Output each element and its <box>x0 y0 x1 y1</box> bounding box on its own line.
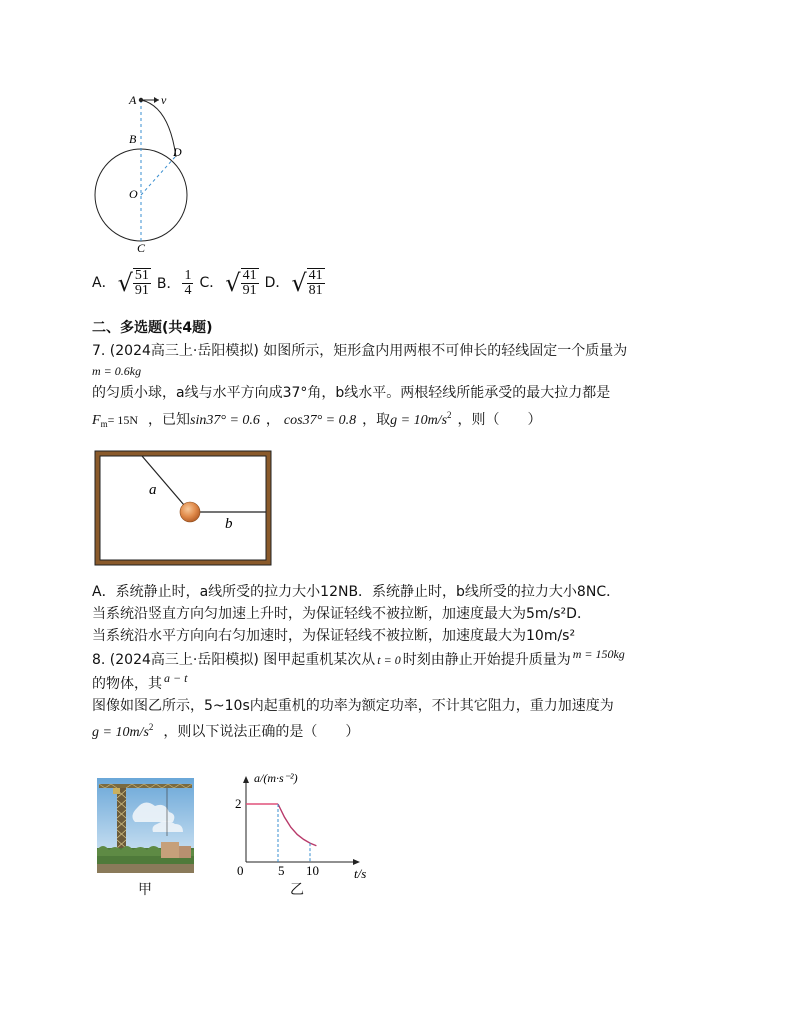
q8-t0: t = 0 <box>377 653 401 667</box>
q8-line1-mid: 时刻由静止开始提升质量为 <box>402 652 571 668</box>
q7-tail: ，则（ ） <box>457 412 542 428</box>
q7-given: ，已知 <box>148 412 191 428</box>
option-a-sqrt <box>118 268 151 298</box>
q8-line2-pre: 的物体，其 <box>92 676 162 692</box>
photo-building-2 <box>179 846 191 858</box>
section-title: 二、多选题(共4题) <box>92 320 213 336</box>
at-chart <box>226 770 376 882</box>
y-axis-arrow <box>243 776 249 783</box>
q8-line4 <box>92 722 359 743</box>
graph-caption: 乙 <box>290 882 304 898</box>
option-c-label: C． <box>199 275 224 291</box>
option-c-denominator: 91 <box>242 283 257 298</box>
label-d: D <box>173 145 182 159</box>
velocity-arrowhead <box>154 97 159 103</box>
option-a-label: A． <box>92 275 116 291</box>
q8-line3: 图像如图乙所示，5~10s内起重机的功率为额定功率，不计其它阻力，重力加速度为 <box>92 698 614 714</box>
x-tick-5: 5 <box>278 863 285 878</box>
q7-g: g = 10m/s <box>390 413 448 428</box>
q8-tail: ，则以下说法正确的是（ ） <box>163 724 360 740</box>
option-b-fraction <box>182 269 193 298</box>
q6-options <box>92 268 331 298</box>
option-c-numerator: 41 <box>242 268 257 283</box>
q7-cos: cos37° = 0.8 <box>283 413 357 428</box>
q7-fm-val: = 15N <box>107 413 139 427</box>
option-b-label: B． <box>156 275 181 292</box>
option-b-numerator: 1 <box>184 268 192 283</box>
label-c: C <box>137 241 146 255</box>
option-d-numerator: 41 <box>308 268 323 283</box>
radical-sign: √ <box>117 269 133 297</box>
radical-sign: √ <box>291 269 307 297</box>
q8-line1-pre: 8. (2024高三上·岳阳模拟) 图甲起重机某次从 <box>92 652 376 668</box>
q7-sin: sin37° = 0.6 <box>190 413 260 428</box>
string-b-label: b <box>225 516 233 532</box>
q7-sep1: ， <box>265 412 280 428</box>
option-d-label: D． <box>264 275 290 291</box>
q7-fm-sub: m <box>100 419 108 429</box>
crane-jib <box>99 784 192 788</box>
q8-g: g = 10m/s <box>92 725 149 740</box>
photo-caption: 甲 <box>138 882 152 898</box>
q7-mass: m = 0.6kg <box>92 364 142 378</box>
q8-g-sup: 2 <box>148 722 154 732</box>
label-a: A <box>129 93 137 107</box>
q7-options-line2: 当系统沿竖直方向匀加速上升时，为保证轻线不被拉断，加速度最大为5m/s²D． <box>92 606 591 622</box>
circle-figure <box>85 88 205 258</box>
q7-fm: F <box>92 413 101 428</box>
label-o: O <box>129 187 138 201</box>
option-d-sqrt <box>291 268 324 298</box>
photo-building <box>161 842 179 858</box>
q7-options-line3: 当系统沿水平方向向右匀加速时，为保证轻线不被拉断，加速度最大为10m/s² <box>92 628 576 644</box>
option-a-numerator: 51 <box>134 268 149 283</box>
y-tick-2: 2 <box>235 796 242 811</box>
option-d[interactable] <box>265 268 325 298</box>
chart-marks <box>246 804 316 862</box>
q7-line1: 7. (2024高三上·岳阳模拟) 如图所示，矩形盒内用两根不可伸长的轻线固定一个质量为 <box>92 343 628 359</box>
decreasing-acceleration-curve <box>278 804 316 846</box>
trajectory-curve <box>141 100 176 157</box>
option-a-denominator: 91 <box>134 283 149 298</box>
label-b: B <box>129 132 137 146</box>
q7-line3 <box>92 410 542 431</box>
q7-sep2: ，取 <box>362 412 391 428</box>
photo-ground <box>97 864 194 873</box>
y-axis-label: a/(m·s⁻²) <box>254 771 298 785</box>
option-c-sqrt <box>225 268 258 298</box>
box-figure <box>94 450 272 566</box>
q7-options-line1: A．系统静止时，a线所受的拉力大小12NB．系统静止时，b线所受的拉力大小8NC． <box>92 584 621 600</box>
crane-photo <box>97 778 194 873</box>
ball <box>180 502 200 522</box>
q8-at: a − t <box>164 671 188 685</box>
option-b-denominator: 4 <box>184 283 192 298</box>
q8-line1 <box>92 647 625 670</box>
label-v: v <box>161 93 167 107</box>
q7-line2: 的匀质小球，a线与水平方向成37°角，b线水平。两根轻线所能承受的最大拉力都是 <box>92 385 611 401</box>
option-b[interactable] <box>157 269 194 298</box>
option-d-denominator: 81 <box>308 283 323 298</box>
q8-line2 <box>92 671 188 694</box>
string-a-label: a <box>149 482 157 498</box>
x-tick-10: 10 <box>306 863 319 878</box>
x-axis-arrow <box>353 859 360 865</box>
x-axis-label: t/s <box>354 866 367 881</box>
q7-g-sup: 2 <box>447 410 452 420</box>
od-dashed-line <box>141 157 175 195</box>
radical-sign: √ <box>225 269 241 297</box>
x-tick-0: 0 <box>237 863 244 878</box>
option-c[interactable] <box>199 268 258 298</box>
option-a[interactable] <box>92 268 151 298</box>
crane-cab <box>113 788 120 794</box>
q8-mass: m = 150kg <box>572 647 625 661</box>
